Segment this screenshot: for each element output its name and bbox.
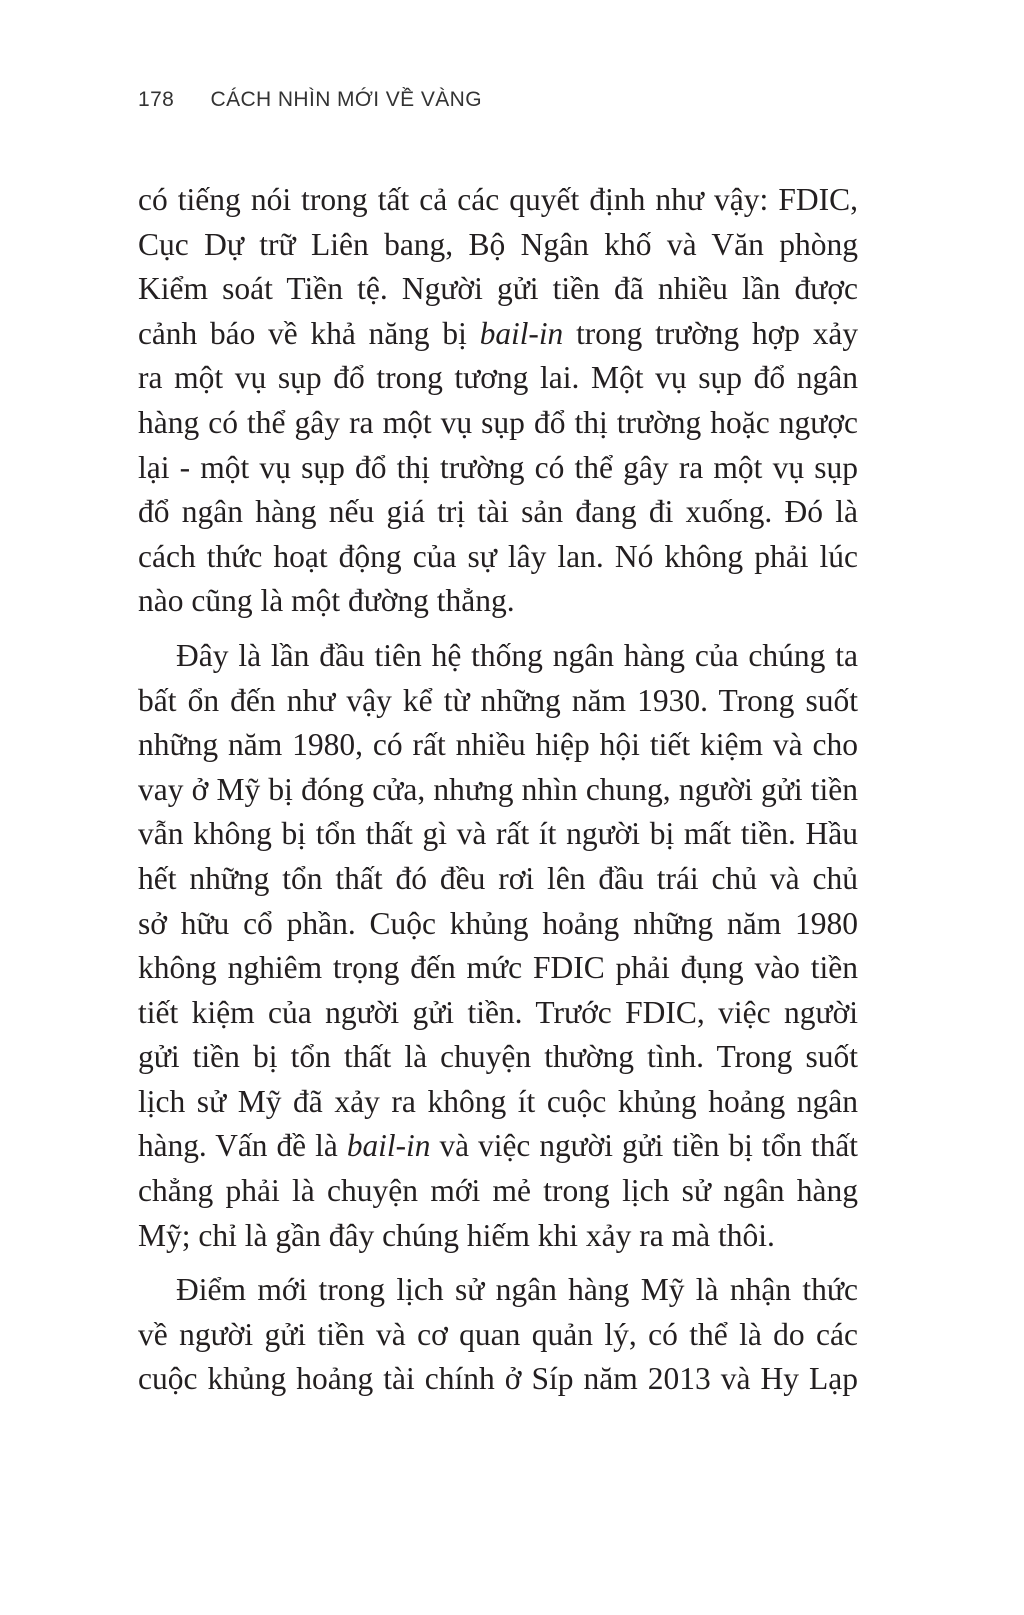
text-line: tiết kiệm của người gửi tiền. Trước FDIC, việc người [138, 994, 858, 1030]
text-line: không nghiêm trọng đến mức FDIC phải đụng vào tiền [138, 950, 858, 986]
text-line: nào cũng là một đường thẳng. [138, 583, 515, 619]
text-run: và việc người gửi tiền bị tổn thất [430, 1128, 858, 1164]
paragraph-2 [138, 634, 858, 1258]
italic-term: bail-in [479, 315, 564, 351]
paragraph-1 [138, 178, 858, 624]
text-line: Kiểm soát Tiền tệ. Người gửi tiền đã nhiều lần được [138, 271, 858, 307]
paragraph-3 [138, 1268, 858, 1402]
text-run: trong trường hợp xảy [563, 315, 858, 351]
running-head [138, 88, 482, 112]
text-line: về người gửi tiền và cơ quan quản lý, có thể là do các [138, 1316, 858, 1352]
body-text [138, 178, 858, 1402]
text-line: đổ ngân hàng nếu giá trị tài sản đang đi xuống. Đó là [138, 494, 858, 530]
text-line: Cục Dự trữ Liên bang, Bộ Ngân khố và Văn phòng [138, 226, 858, 262]
text-line: vay ở Mỹ bị đóng cửa, nhưng nhìn chung, người gửi tiền [138, 771, 858, 807]
text-line: Mỹ; chỉ là gần đây chúng hiếm khi xảy ra mà thôi. [138, 1217, 775, 1253]
text-line: lịch sử Mỹ đã xảy ra không ít cuộc khủng hoảng ngân [138, 1083, 858, 1119]
text-line: gửi tiền bị tổn thất là chuyện thường tình. Trong suốt [138, 1039, 858, 1075]
text-line: Đây là lần đầu tiên hệ thống ngân hàng của chúng ta [176, 637, 858, 673]
text-line: hết những tổn thất đó đều rơi lên đầu trái chủ và chủ [138, 860, 858, 896]
text-run: cảnh báo về khả năng bị [138, 315, 480, 351]
text-line: chẳng phải là chuyện mới mẻ trong lịch sử ngân hàng [138, 1173, 858, 1209]
text-line: có tiếng nói trong tất cả các quyết định như vậy: FDIC, [138, 182, 858, 217]
text-line: những năm 1980, có rất nhiều hiệp hội tiết kiệm và cho [138, 727, 858, 763]
text-line: cách thức hoạt động của sự lây lan. Nó không phải lúc [138, 538, 858, 574]
text-line: Điểm mới trong lịch sử ngân hàng Mỹ là nhận thức [176, 1272, 858, 1308]
text-line: vẫn không bị tổn thất gì và rất ít người bị mất tiền. Hầu [138, 816, 858, 852]
book-title: CÁCH NHÌN MỚI VỀ VÀNG [210, 88, 482, 111]
text-line: lại - một vụ sụp đổ thị trường có thể gây ra một vụ sụp [138, 449, 858, 485]
text-line: cuộc khủng hoảng tài chính ở Síp năm 2013 và Hy Lạp [138, 1361, 858, 1397]
text-line [138, 312, 858, 357]
page-number: 178 [138, 88, 175, 111]
text-line: sở hữu cổ phần. Cuộc khủng hoảng những năm 1980 [138, 905, 858, 941]
text-line: bất ổn đến như vậy kể từ những năm 1930. Trong suốt [138, 682, 858, 718]
text-line: ra một vụ sụp đổ trong tương lai. Một vụ sụp đổ ngân [138, 360, 858, 396]
italic-term: bail-in [346, 1128, 431, 1164]
text-line [138, 1124, 858, 1169]
text-run: hàng. Vấn đề là [138, 1128, 347, 1164]
text-line: hàng có thể gây ra một vụ sụp đổ thị trường hoặc ngược [138, 404, 858, 440]
